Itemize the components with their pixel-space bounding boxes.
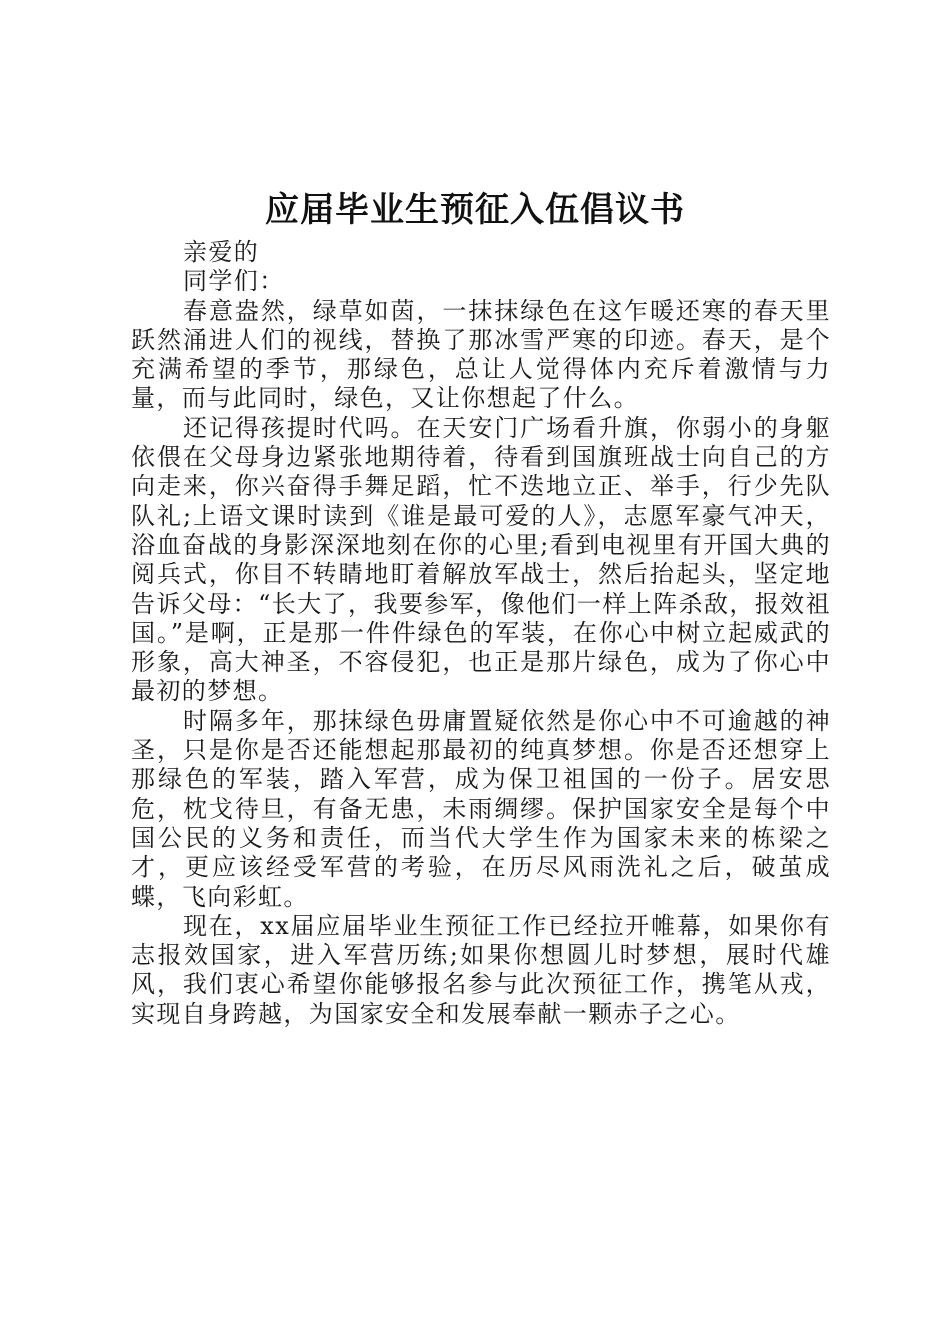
paragraph-2: 还记得孩提时代吗。在天安门广场看升旗，你弱小的身躯依偎在父母身边紧张地期待着，待看到国旗班战士向自己的方向走来，你兴奋得手舞足蹈，忙不迭地立正、举手，行少先队队礼;上语文课时读到《谁是最可爱的人》，志愿军豪气冲天，浴血奋战的身影深深地刻在你的心里;看到电视里有开国大典的阅兵式，你目不转睛地盯着解放军战士，然后抬起头，坚定地告诉父母：“长大了，我要参军，像他们一样上阵杀敌，报效祖国。”是啊，正是那一件件绿色的军装，在你心中树立起威武的形象，高大神圣，不容侵犯，也正是那片绿色，成为了你心中最初的梦想。 <box>131 413 831 706</box>
paragraph-3: 时隔多年，那抹绿色毋庸置疑依然是你心中不可逾越的神圣，只是你是否还能想起那最初的纯真梦想。你是否还想穿上那绿色的军装，踏入军营，成为保卫祖国的一份子。居安思危，枕戈待旦，有备无患，未雨绸缪。保护国家安全是每个中国公民的义务和责任，而当代大学生作为国家未来的栋梁之才，更应该经受军营的考验，在历尽风雨洗礼之后，破茧成蝶，飞向彩虹。 <box>131 706 831 911</box>
paragraph-1: 春意盎然，绿草如茵，一抹抹绿色在这乍暖还寒的春天里跃然涌进人们的视线，替换了那冰雪严寒的印迹。春天，是个充满希望的季节，那绿色，总让人觉得体内充斥着激情与力量，而与此同时，绿色，又让你想起了什么。 <box>131 296 831 413</box>
paragraph-4: 现在，xx届应届毕业生预征工作已经拉开帷幕，如果你有志报效国家，进入军营历练;如果你想圆儿时梦想，展时代雄风，我们衷心希望你能够报名参与此次预征工作，携笔从戎，实现自身跨越，为国家安全和发展奉献一颗赤子之心。 <box>131 911 831 1028</box>
document-body <box>131 238 831 1029</box>
document-title: 应届毕业生预征入伍倡议书 <box>265 190 685 230</box>
salutation-line-1: 亲爱的 <box>183 238 260 266</box>
salutation-line-2: 同学们： <box>183 267 285 296</box>
